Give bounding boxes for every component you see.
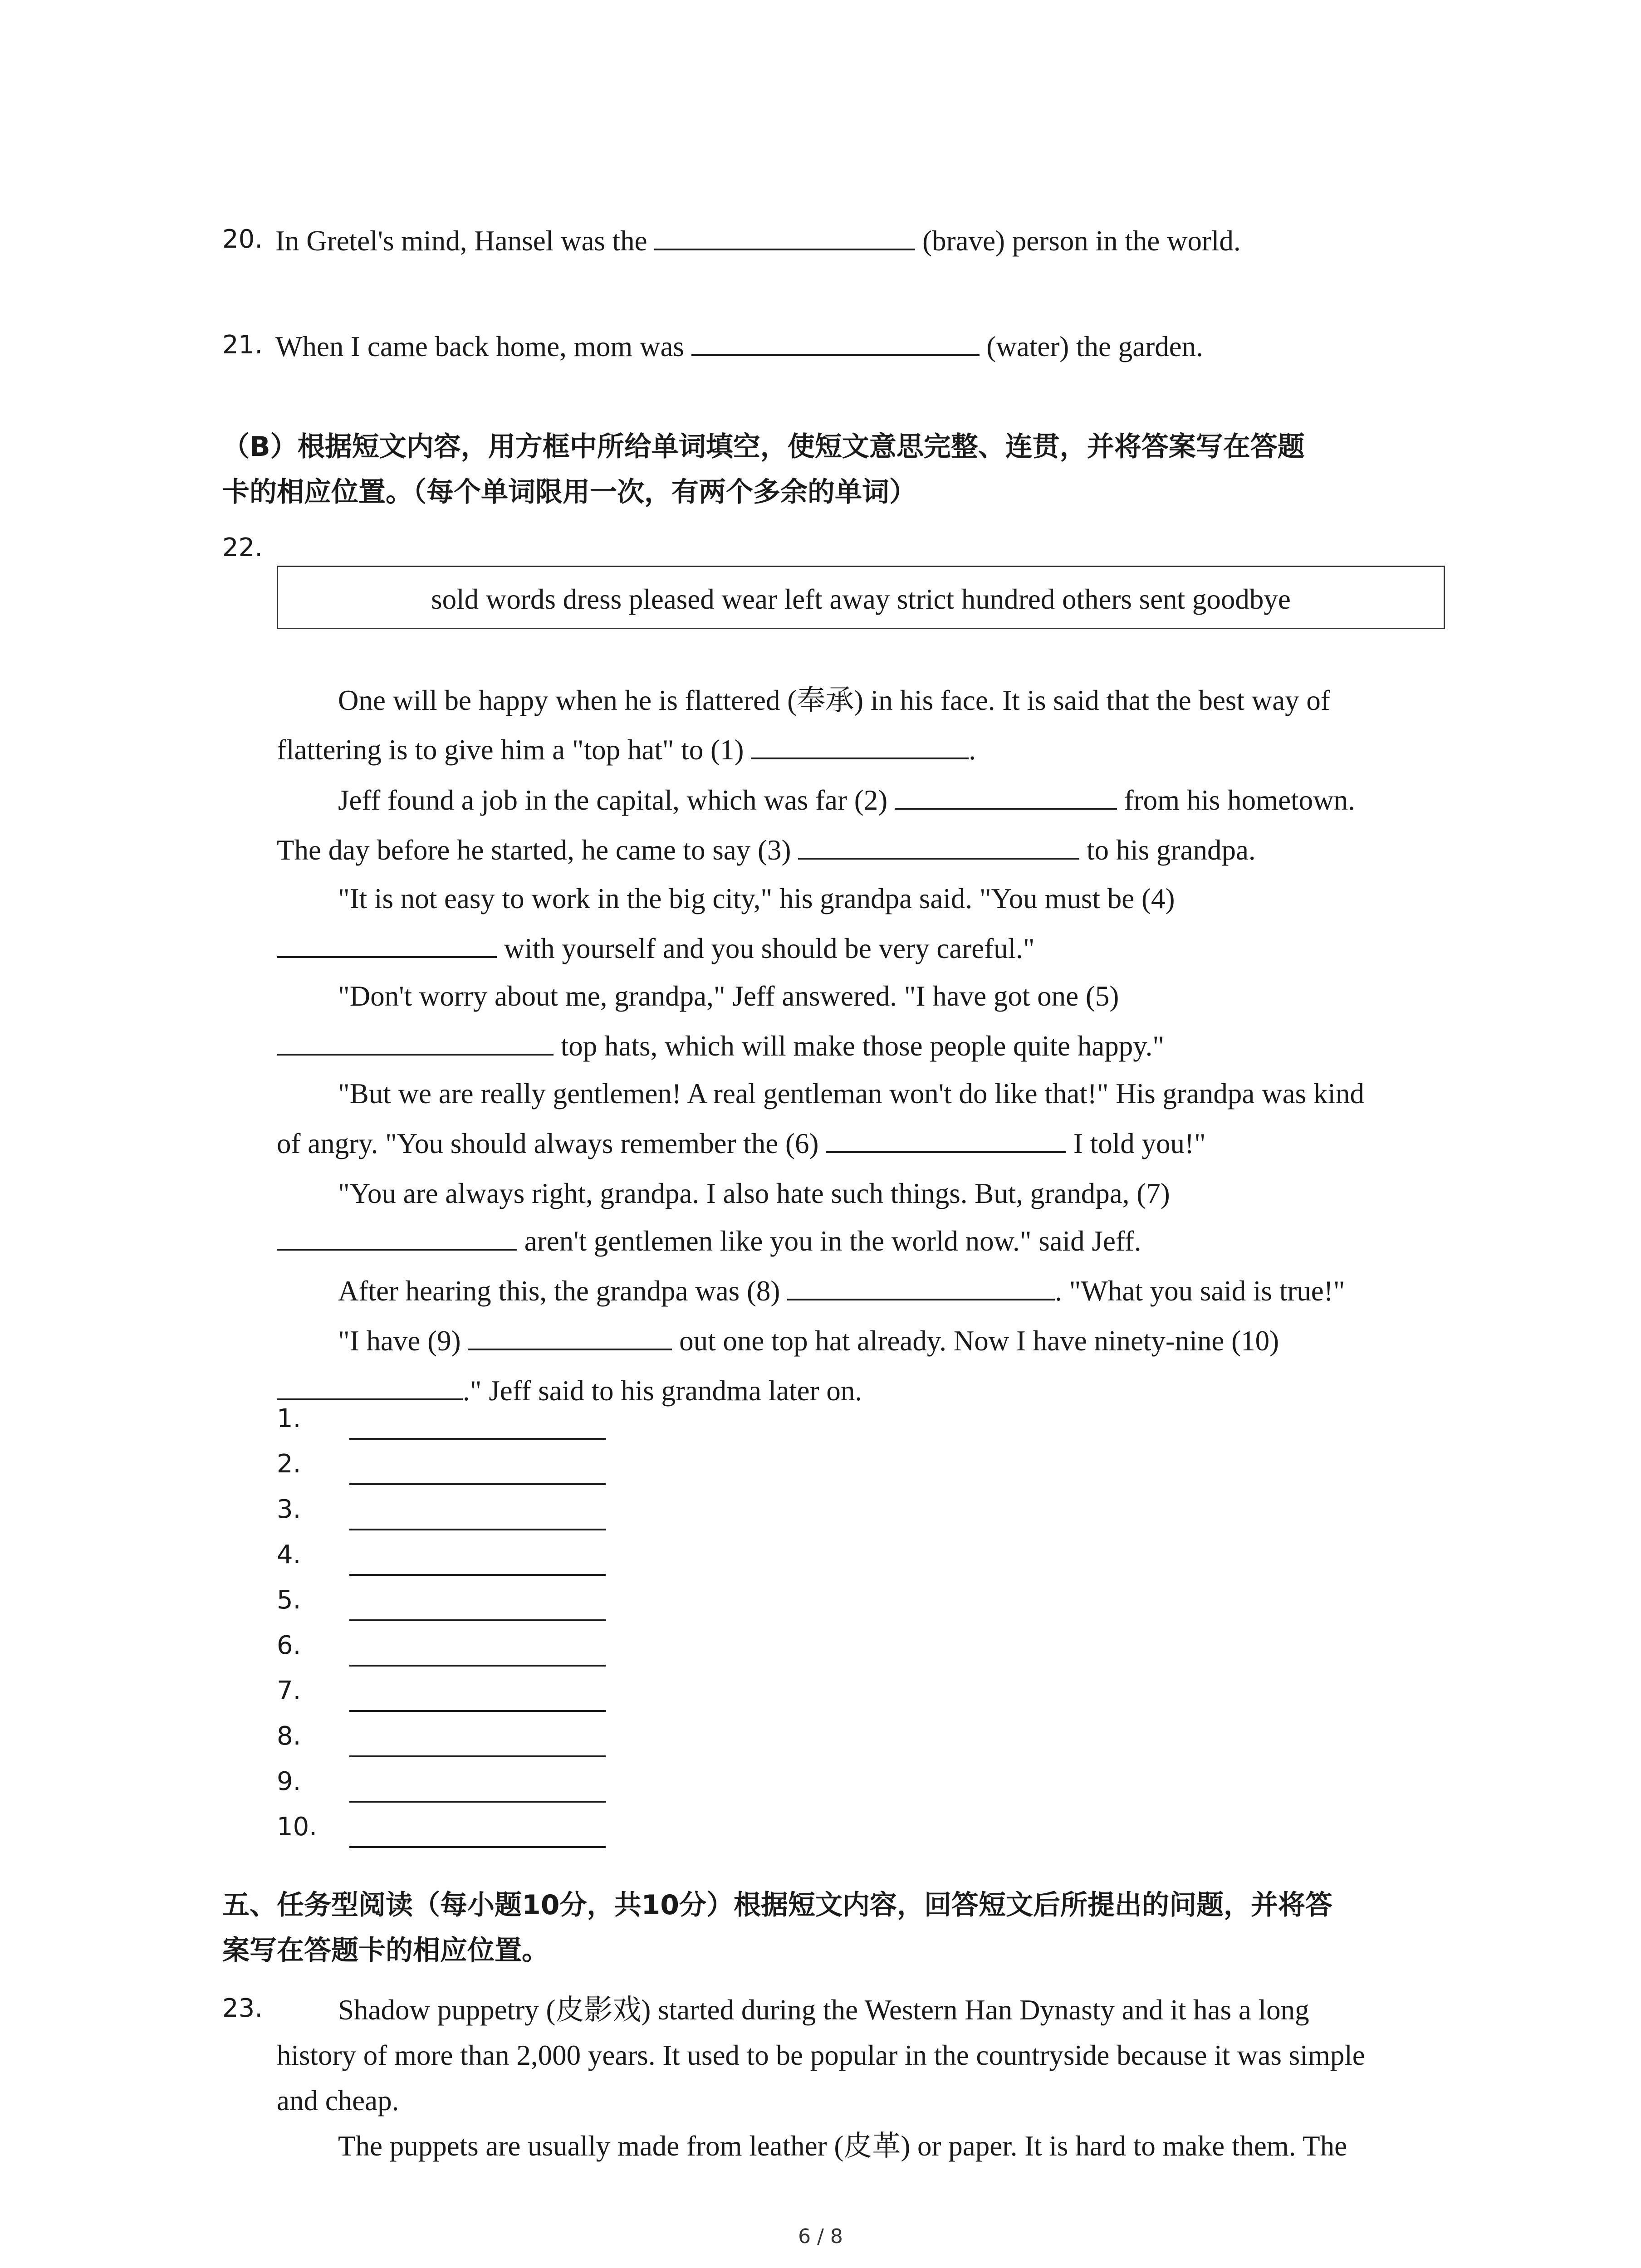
section-5-instructions: 五、任务型阅读（每小题10分，共10分）根据短文内容，回答短文后所提出的问题，并将答: [222, 1889, 1332, 1921]
passage-text: to his grandpa.: [1086, 834, 1256, 866]
question-text: (water) the garden.: [986, 331, 1203, 362]
answer-number: 10.: [277, 1812, 318, 1842]
answer-blank-8[interactable]: [787, 1281, 1055, 1300]
passage-text: from his hometown.: [1124, 784, 1355, 816]
answer-number: 7.: [277, 1676, 301, 1706]
answer-blank-10[interactable]: [277, 1380, 463, 1400]
passage-line: [338, 1327, 1279, 1355]
passage-line: [338, 982, 1119, 1011]
passage-line: [338, 1277, 1345, 1305]
section-b-instructions: （B）根据短文内容，用方框中所给单词填空，使短文意思完整、连贯，并将答案写在答题: [222, 431, 1305, 463]
answer-blank[interactable]: [691, 336, 980, 356]
passage-line: [277, 1377, 862, 1405]
question-21-text: [275, 332, 1203, 361]
passage-line: [338, 1080, 1364, 1108]
answer-number: 4.: [277, 1540, 301, 1569]
question-21: [222, 332, 263, 358]
question-number: 22.: [222, 533, 263, 562]
answer-line-1[interactable]: [349, 1438, 606, 1440]
passage-line: and cheap.: [277, 2085, 399, 2116]
passage-line: [277, 736, 976, 764]
passage-line: [277, 1129, 1206, 1158]
answer-blank-3[interactable]: [798, 840, 1079, 860]
answer-blank-2[interactable]: [895, 790, 1117, 810]
question-20-text: [275, 227, 1241, 255]
passage-text: "I have (9): [338, 1325, 461, 1357]
answer-line-8[interactable]: [349, 1755, 606, 1757]
passage-text: of angry. "You should always remember the (6): [277, 1128, 819, 1159]
question-20: [222, 227, 263, 252]
passage-text: ." Jeff said to his grandma later on.: [463, 1375, 862, 1407]
passage-text: aren't gentlemen like you in the world now." said Jeff.: [524, 1225, 1141, 1257]
passage-text: out one top hat already. Now I have ninety-nine (10): [679, 1325, 1279, 1357]
passage-line: [338, 885, 1175, 913]
passage-text: top hats, which will make those people quite happy.": [560, 1030, 1165, 1062]
passage-line: [338, 686, 1330, 715]
passage-line: [338, 1179, 1170, 1208]
passage-line: The puppets are usually made from leather (皮革) or paper. It is hard to make them. The: [338, 2130, 1347, 2162]
answer-line-2[interactable]: [349, 1483, 606, 1485]
answer-blank-9[interactable]: [468, 1330, 672, 1350]
answer-number: 2.: [277, 1449, 301, 1479]
passage-line: [277, 1032, 1164, 1061]
section-5-instructions: 案写在答题卡的相应位置。: [222, 1935, 549, 1966]
question-text: When I came back home, mom was: [275, 331, 684, 362]
question-number: 23.: [222, 1994, 263, 2023]
answer-line-6[interactable]: [349, 1665, 606, 1667]
passage-text: "But we are really gentlemen! A real gentleman won't do like that!" His grandpa was kind: [338, 1078, 1364, 1110]
passage-line: [277, 934, 1035, 963]
answer-number: 5.: [277, 1585, 301, 1615]
question-text: In Gretel's mind, Hansel was the: [275, 225, 647, 257]
page-number: 6 / 8: [798, 2225, 843, 2248]
passage-text: . "What you said is true!": [1055, 1275, 1345, 1307]
passage-line: [338, 786, 1355, 815]
passage-text: I told you!": [1073, 1128, 1206, 1159]
answer-line-9[interactable]: [349, 1801, 606, 1803]
passage-text: .: [969, 734, 976, 766]
passage-line: [277, 836, 1256, 865]
question-text: (brave) person in the world.: [922, 225, 1241, 257]
answer-line-10[interactable]: [349, 1846, 606, 1848]
answer-line-5[interactable]: [349, 1619, 606, 1621]
passage-line: [277, 1227, 1141, 1256]
answer-blank-1[interactable]: [751, 739, 969, 759]
answer-blank-6[interactable]: [826, 1133, 1066, 1153]
answer-line-3[interactable]: [349, 1529, 606, 1530]
passage-text: flattering is to give him a "top hat" to (1): [277, 734, 744, 766]
word-box-text: sold words dress pleased wear left away strict hundred others sent goodbye: [431, 583, 1291, 615]
passage-text: "You are always right, grandpa. I also hate such things. But, grandpa, (7): [338, 1178, 1170, 1209]
answer-number: 8.: [277, 1721, 301, 1751]
passage-text: The day before he started, he came to say (3): [277, 834, 791, 866]
passage-text: One will be happy when he is flattered (奉承) in his face. It is said that the best way of: [338, 684, 1330, 716]
answer-blank-7[interactable]: [277, 1231, 517, 1251]
passage-text: Jeff found a job in the capital, which was far (2): [338, 784, 888, 816]
answer-number: 3.: [277, 1495, 301, 1524]
answer-line-7[interactable]: [349, 1710, 606, 1712]
answer-number: 6.: [277, 1631, 301, 1660]
passage-text: "It is not easy to work in the big city," his grandpa said. "You must be (4): [338, 883, 1175, 914]
answer-line-4[interactable]: [349, 1574, 606, 1576]
passage-text: with yourself and you should be very careful.": [504, 933, 1035, 964]
section-b-instructions: 卡的相应位置。（每个单词限用一次，有两个多余的单词）: [222, 476, 916, 508]
passage-line: Shadow puppetry (皮影戏) started during the Western Han Dynasty and it has a long: [338, 1994, 1309, 2026]
answer-number: 9.: [277, 1767, 301, 1796]
question-number: 20.: [222, 225, 263, 254]
question-number: 21.: [222, 330, 263, 360]
answer-number: 1.: [277, 1404, 301, 1433]
passage-text: After hearing this, the grandpa was (8): [338, 1275, 780, 1307]
passage-line: history of more than 2,000 years. It used to be popular in the countryside because it was simple: [277, 2039, 1365, 2071]
answer-blank-5[interactable]: [277, 1036, 554, 1056]
answer-blank-4[interactable]: [277, 938, 497, 958]
passage-text: "Don't worry about me, grandpa," Jeff answered. "I have got one (5): [338, 980, 1119, 1012]
answer-blank[interactable]: [654, 230, 915, 250]
